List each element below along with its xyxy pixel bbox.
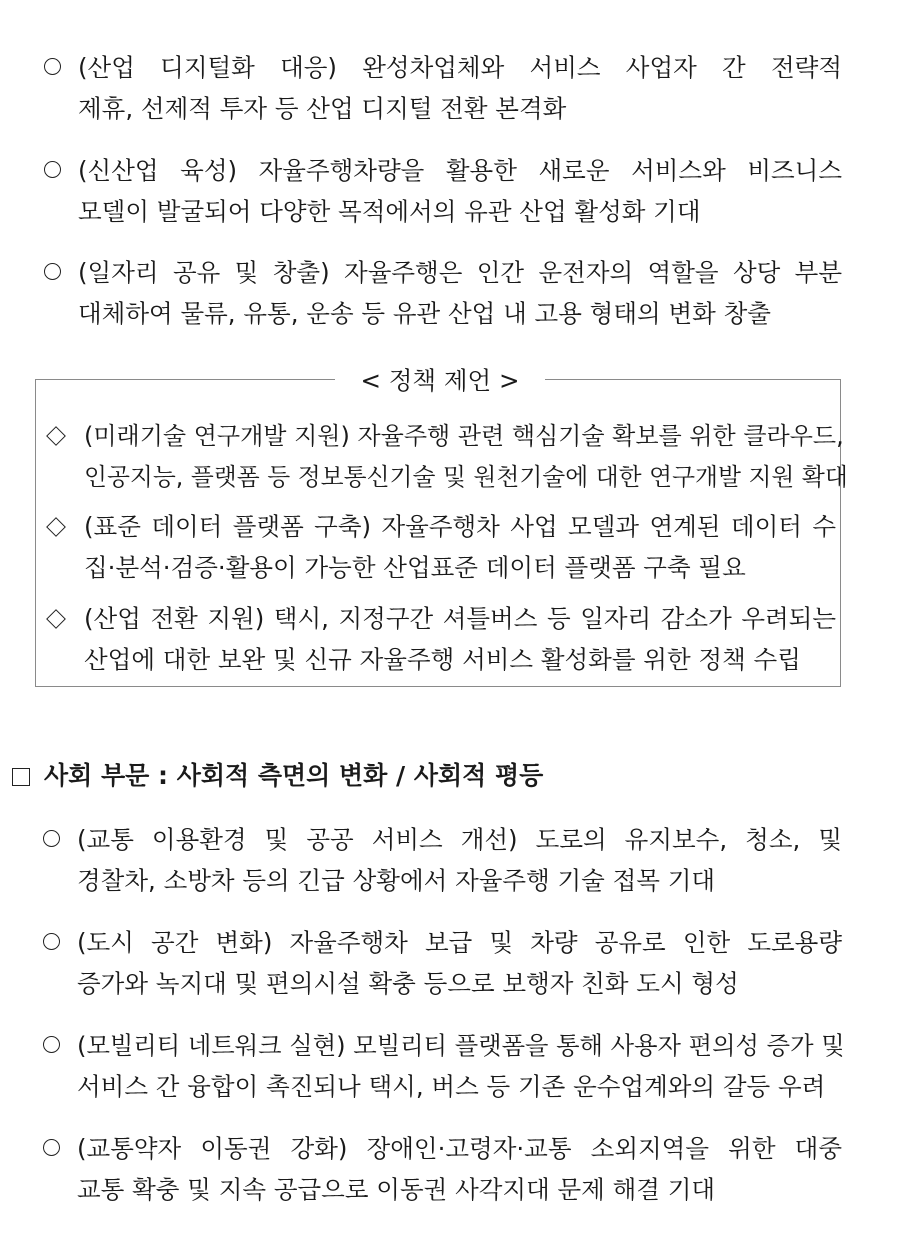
- item-line: (신산업 육성) 자율주행차량을 활용한 새로운 서비스와 비즈니스: [78, 156, 842, 185]
- policy-line: 집·분석·검증·활용이 가능한 산업표준 데이터 플랫폼 구축 필요: [84, 553, 746, 582]
- circle-bullet-icon: [44, 161, 61, 178]
- item-line: 교통 확충 및 지속 공급으로 이동권 사각지대 문제 해결 기대: [77, 1175, 716, 1204]
- section-title: 사회 부문 : 사회적 측면의 변화 / 사회적 평등: [44, 761, 544, 790]
- policy-line: (산업 전환 지원) 택시, 지정구간 셔틀버스 등 일자리 감소가 우려되는: [84, 604, 836, 633]
- item-line: (모빌리티 네트워크 실현) 모빌리티 플랫폼을 통해 사용자 편의성 증가 및: [77, 1031, 845, 1060]
- circle-bullet-icon: [43, 830, 60, 847]
- item-line: (산업 디지털화 대응) 완성차업체와 서비스 사업자 간 전략적: [78, 53, 842, 82]
- circle-bullet-icon: [43, 1139, 60, 1156]
- square-bullet-icon: [12, 768, 30, 786]
- item-line: (일자리 공유 및 창출) 자율주행은 인간 운전자의 역할을 상당 부분: [78, 258, 842, 287]
- item-line: 증가와 녹지대 및 편의시설 확충 등으로 보행자 친화 도시 형성: [77, 969, 739, 998]
- policy-line: (표준 데이터 플랫폼 구축) 자율주행차 사업 모델과 연계된 데이터 수: [84, 512, 836, 541]
- circle-bullet-icon: [44, 58, 61, 75]
- policy-box-title: < 정책 제언 >: [335, 362, 545, 400]
- policy-line: 산업에 대한 보완 및 신규 자율주행 서비스 활성화를 위한 정책 수립: [84, 645, 801, 674]
- item-line: 경찰차, 소방차 등의 긴급 상황에서 자율주행 기술 접목 기대: [77, 866, 716, 895]
- item-line: 대체하여 물류, 유통, 운송 등 유관 산업 내 고용 형태의 변화 창출: [78, 299, 771, 328]
- item-line: 서비스 간 융합이 촉진되나 택시, 버스 등 기존 운수업계와의 갈등 우려: [77, 1072, 826, 1101]
- circle-bullet-icon: [43, 1036, 60, 1053]
- item-line: 모델이 발굴되어 다양한 목적에서의 유관 산업 활성화 기대: [78, 197, 701, 226]
- item-line: (도시 공간 변화) 자율주행차 보급 및 차량 공유로 인한 도로용량: [77, 928, 842, 957]
- policy-line: 인공지능, 플랫폼 등 정보통신기술 및 원천기술에 대한 연구개발 지원 확대: [84, 463, 848, 491]
- circle-bullet-icon: [43, 933, 60, 950]
- item-line: (교통 이용환경 및 공공 서비스 개선) 도로의 유지보수, 청소, 및: [77, 825, 842, 854]
- item-line: 제휴, 선제적 투자 등 산업 디지털 전환 본격화: [78, 94, 567, 123]
- circle-bullet-icon: [44, 263, 61, 280]
- item-line: (교통약자 이동권 강화) 장애인·고령자·교통 소외지역을 위한 대중: [77, 1134, 842, 1163]
- policy-line: (미래기술 연구개발 지원) 자율주행 관련 핵심기술 확보를 위한 클라우드,: [84, 422, 844, 450]
